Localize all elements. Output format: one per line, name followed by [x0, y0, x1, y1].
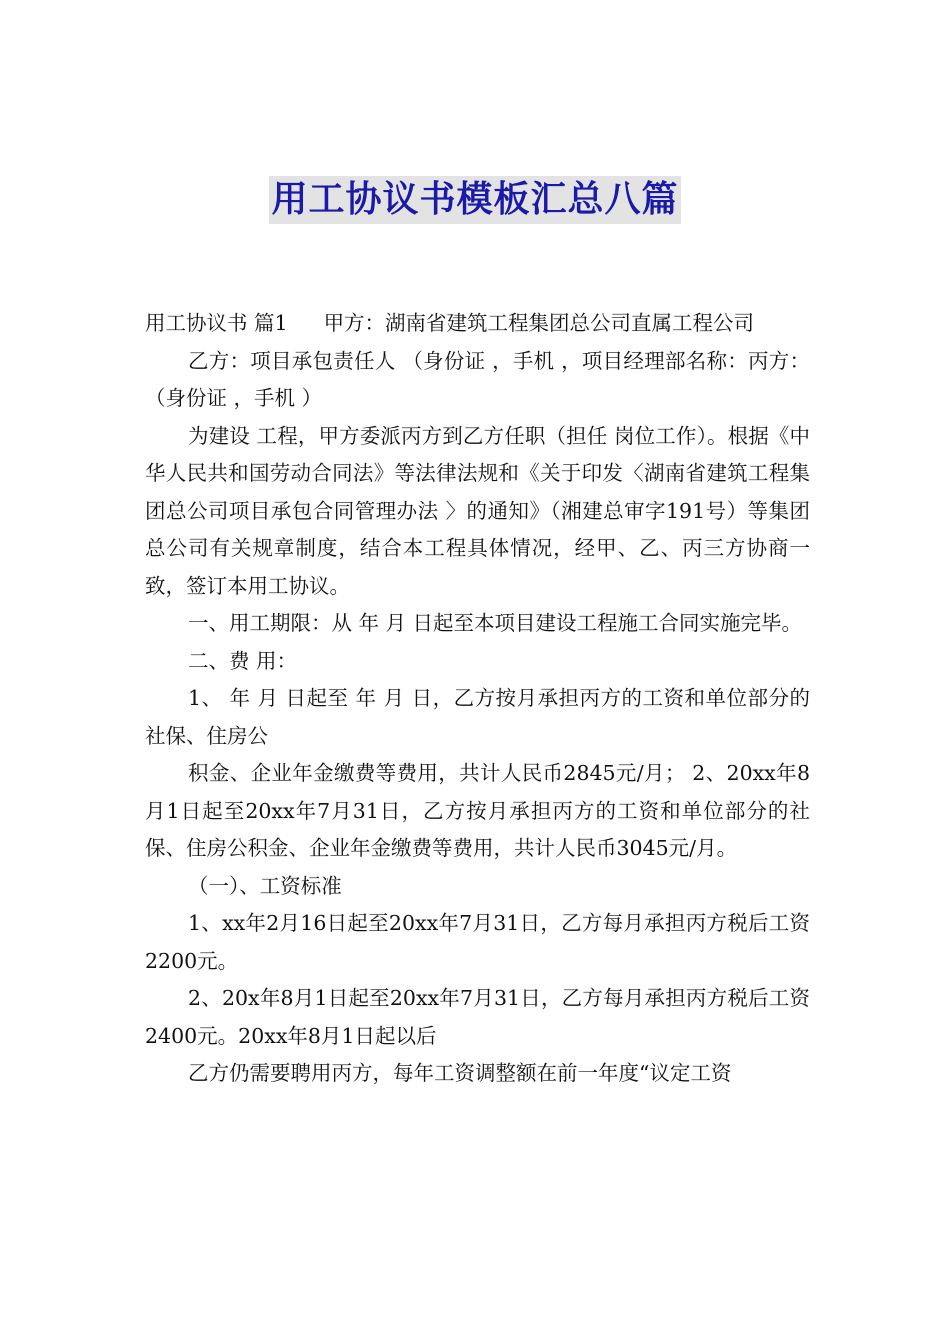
paragraph-wage-adjust: 乙方仍需要聘用丙方，每年工资调整额在前一年度“议定工资 [188, 1061, 732, 1085]
paragraph-text: 甲方：湖南省建筑工程集团总公司直属工程公司 [323, 311, 755, 335]
document-body [145, 305, 810, 1093]
document-title: 用工协议书模板汇总八篇 [269, 176, 680, 224]
paragraph-wage-1: 1、xx年2月16日起至20xx年7月31日，乙方每月承担丙方税后工资2200元。 [145, 911, 810, 973]
paragraph-fees-1: 1、 年 月 日起至 年 月 日，乙方按月承担丙方的工资和单位部分的社保、住房公 [145, 686, 810, 748]
paragraph-wage-heading: （一）、工资标准 [188, 873, 342, 898]
section-heading-label: 用工协议书 篇1 [145, 311, 288, 335]
paragraph-wage-2: 2、20x年8月1日起至20xx年7月31日，乙方每月承担丙方税后工资2400元。20xx年8月1日起以后 [145, 986, 810, 1048]
paragraph-party-b: 乙方：项目承包责任人 （身份证 ，手机 ，项目经理部名称：丙方：（身份证 ，手机 ） [145, 348, 810, 410]
title-container [0, 176, 950, 224]
paragraph-term: 一、用工期限：从 年 月 日起至本项目建设工程施工合同实施完毕。 [188, 611, 803, 635]
paragraph-party-a [145, 305, 810, 343]
paragraph-fees-2: 积金、企业年金缴费等费用，共计人民币2845元/月； 2、20xx年8月1日起至20xx年7月31日，乙方按月承担丙方的工资和单位部分的社保、住房公积金、企业年金缴费等费用，共计人民币3045元/月。 [145, 761, 810, 860]
paragraph-fees-heading: 二、费 用： [188, 648, 298, 673]
paragraph-purpose: 为建设 工程，甲方委派丙方到乙方任职（担任 岗位工作）。根据《中华人民共和国劳动合同法》等法律法规和《关于印发〈湖南省建筑工程集团总公司项目承包合同管理办法 〉的通知》（湘建总审字191号）等集团总公司有关规章制度，结合本工程具体情况，经甲、乙、丙三方协商一致，签订本用工协议。 [145, 423, 810, 598]
